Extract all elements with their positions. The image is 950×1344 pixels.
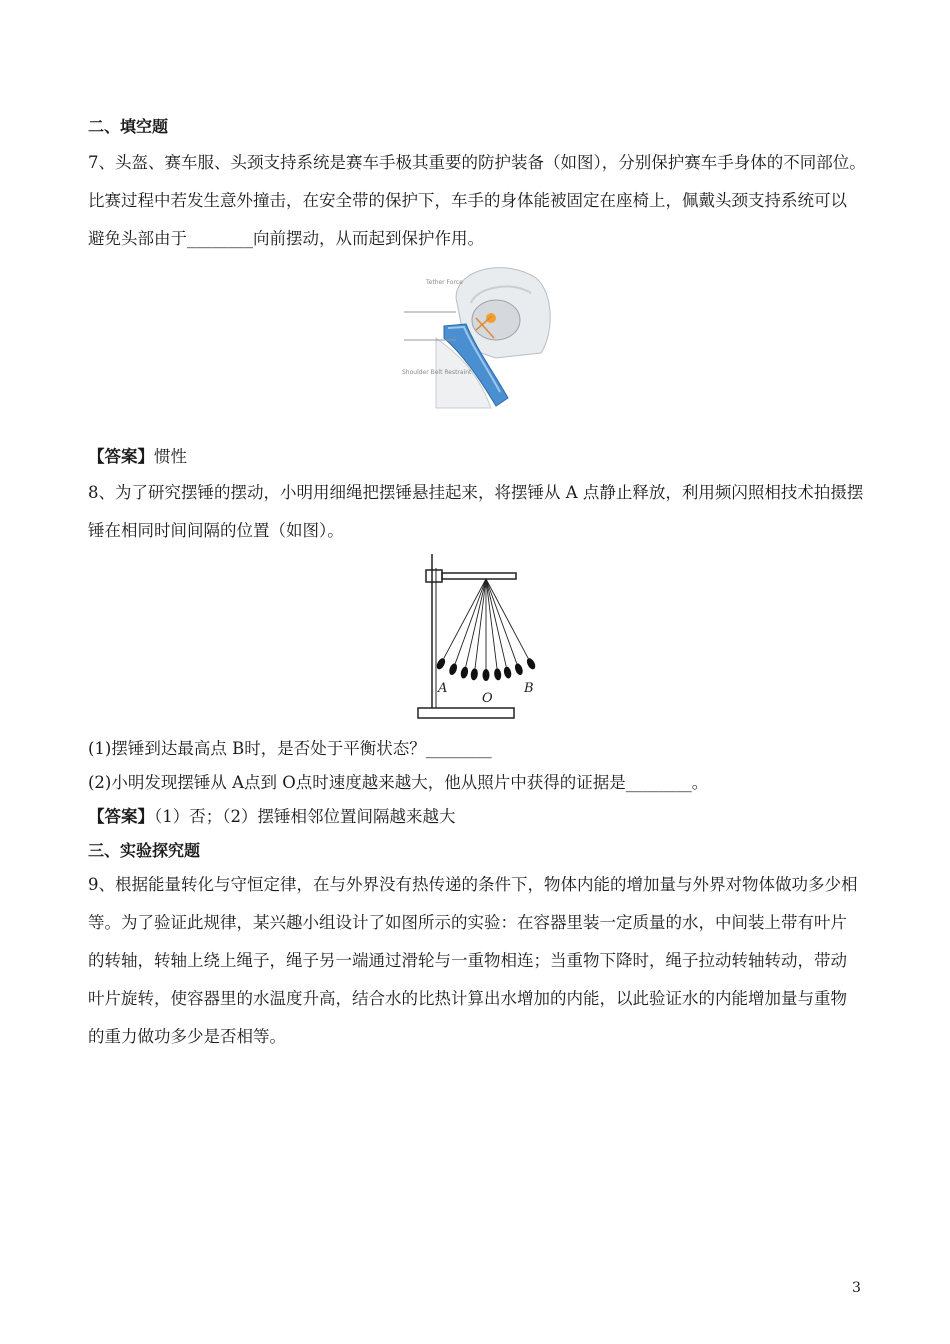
- q8-answer: [88, 806, 456, 828]
- q9-text-line-4: 叶片旋转，使容器里的水温度升高，结合水的比热计算出水增加的内能，以此验证水的内能增加量与重物: [88, 989, 847, 1008]
- q8-answer-label: 【答案】: [88, 807, 154, 826]
- pendulum-bob: [470, 668, 478, 681]
- pendulum-string: [486, 579, 517, 664]
- pendulum-bob: [503, 666, 513, 679]
- point-a-label: A: [438, 681, 448, 696]
- pendulum-bob: [513, 662, 524, 676]
- pendulum-string: [486, 579, 497, 668]
- q8-answer-text: （1）否；（2）摆锤相邻位置间隔越来越大: [154, 807, 456, 826]
- hans-device-figure: [396, 258, 556, 410]
- q7-text-line-2: 比赛过程中若发生意外撞击，在安全带的保护下，车手的身体能被固定在座椅上，佩戴头颈支持系统可以: [88, 191, 847, 210]
- pendulum-bob: [525, 657, 537, 671]
- q8-sub-question-1: (1)摆锤到达最高点 B时，是否处于平衡状态？________: [88, 739, 492, 758]
- page-number: 3: [852, 1280, 861, 1296]
- tether-force-label: Tether Force: [426, 279, 463, 286]
- pendulum-string: [486, 579, 506, 667]
- q8-text-line-1: 8、为了研究摆锤的摆动，小明用细绳把摆锤悬挂起来，将摆锤从 A 点静止释放，利用频闪照相技术拍摄摆: [88, 483, 864, 502]
- q9-text-line-1: 9、根据能量转化与守恒定律，在与外界没有热传递的条件下，物体内能的增加量与外界对物体做功多少相: [88, 875, 858, 894]
- point-b-label: B: [524, 681, 534, 696]
- shoulder-belt-label: Shoulder Belt Restraint: [402, 369, 472, 376]
- pendulum-bob: [435, 657, 447, 671]
- pendulum-bob: [460, 666, 470, 679]
- q9-text-line-3: 的转轴，转轴上绕上绳子，绳子另一端通过滑轮与一重物相连；当重物下降时，绳子拉动转轴转动，带动: [88, 951, 847, 970]
- pendulum-bob: [493, 668, 501, 681]
- q7-answer-text: 惯性: [154, 447, 187, 466]
- q9-text-line-5: 的重力做功多少是否相等。: [88, 1027, 286, 1046]
- section-title-experiment: 三、实验探究题: [88, 841, 201, 860]
- q9-text-line-2: 等。为了验证此规律，某兴趣小组设计了如图所示的实验：在容器里装一定质量的水，中间装上带有叶片: [88, 913, 847, 932]
- q7-answer-label: 【答案】: [88, 447, 154, 466]
- pendulum-string: [466, 579, 486, 667]
- pendulum-string: [444, 579, 486, 658]
- pendulum-figure: [412, 552, 534, 724]
- pendulum-bob: [448, 662, 459, 676]
- q8-sub-question-2: (2)小明发现摆锤从 A点到 O点时速度越来越大，他从照片中获得的证据是________。: [88, 773, 709, 792]
- pendulum-string: [455, 579, 486, 664]
- point-o-label: O: [482, 691, 493, 706]
- pendulum-string: [475, 579, 486, 668]
- q7-text-line-3: 避免头部由于________向前摆动，从而起到保护作用。: [88, 229, 484, 248]
- pendulum-string: [486, 579, 528, 658]
- section-title-fill-blank: 二、填空题: [88, 117, 169, 136]
- q7-text-line-1: 7、头盔、赛车服、头颈支持系统是赛车手极其重要的防护装备（如图），分别保护赛车手身体的不同部位。: [88, 153, 866, 172]
- q8-text-line-2: 锤在相同时间间隔的位置（如图）。: [88, 521, 344, 540]
- pendulum-bob: [483, 669, 490, 681]
- q7-answer: [88, 446, 187, 468]
